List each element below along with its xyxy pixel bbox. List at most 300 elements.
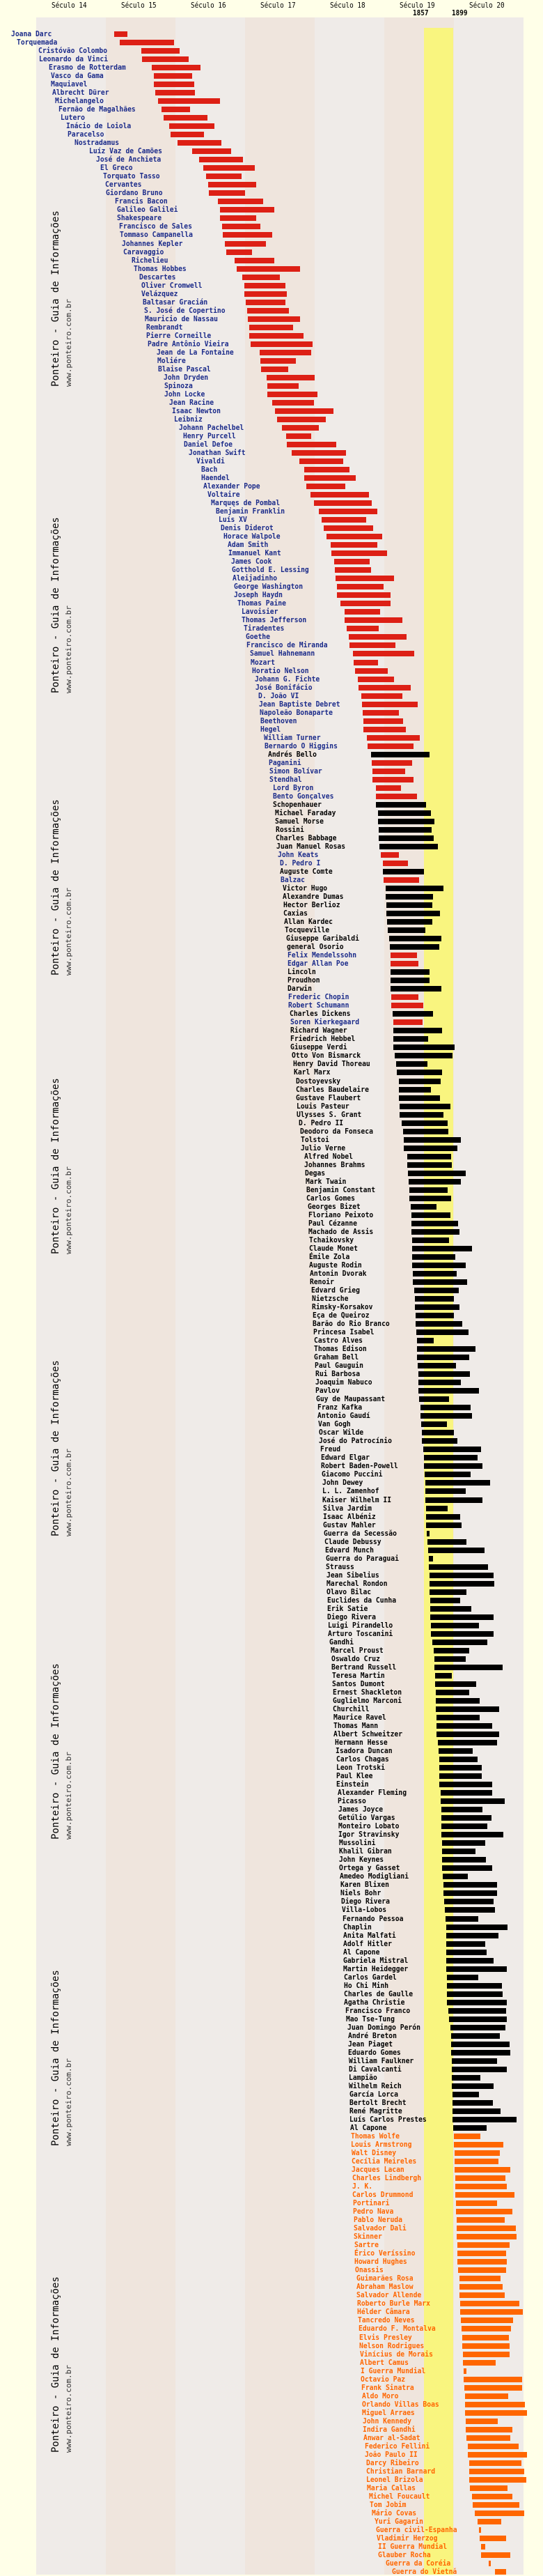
- person-label: Teresa Martin: [332, 1670, 385, 1680]
- person-label: Portinari: [353, 2198, 390, 2208]
- person-label: Francis Bacon: [115, 196, 168, 206]
- lifespan-bar: [372, 760, 412, 766]
- person-label: Francisco Franco: [345, 2005, 411, 2015]
- lifespan-bar: [371, 752, 430, 757]
- lifespan-bar: [412, 1263, 466, 1268]
- lifespan-bar: [361, 693, 402, 699]
- lifespan-bar: [422, 1430, 454, 1435]
- lifespan-bar: [407, 1154, 451, 1159]
- watermark-title: Ponteiro - Guia de Informações: [50, 2276, 61, 2453]
- lifespan-bar: [436, 1723, 492, 1729]
- watermark-title: Ponteiro - Guia de Informações: [50, 1663, 61, 1840]
- person-label: D. Pedro II: [299, 1118, 344, 1127]
- person-label: Darwin: [288, 984, 312, 994]
- lifespan-bar: [455, 2167, 510, 2173]
- lifespan-bar: [495, 2569, 506, 2575]
- lifespan-bar: [469, 2469, 524, 2474]
- lifespan-bar: [169, 123, 214, 129]
- person-label: Thomas Hobbes: [134, 263, 187, 273]
- person-label: Maria Callas: [367, 2483, 416, 2492]
- lifespan-bar: [432, 1640, 487, 1645]
- lifespan-bar: [470, 2485, 507, 2491]
- lifespan-bar: [412, 1254, 455, 1260]
- person-label: Charles Lindbergh: [352, 2173, 422, 2183]
- lifespan-bar: [413, 1279, 467, 1285]
- person-label: Hélder Câmara: [357, 2307, 410, 2317]
- lifespan-bar: [368, 743, 414, 749]
- lifespan-bar: [446, 1933, 498, 1938]
- lifespan-bar: [458, 2267, 506, 2273]
- lifespan-bar: [226, 249, 252, 255]
- person-label: Joana Darc: [11, 29, 52, 38]
- person-label: Marechal Rondon: [326, 1578, 388, 1588]
- person-label: Voltaire: [207, 490, 240, 500]
- lifespan-bar: [242, 275, 280, 280]
- lifespan-bar: [429, 1564, 488, 1570]
- lifespan-bar: [208, 182, 256, 187]
- lifespan-bar: [393, 1019, 423, 1025]
- lifespan-bar: [439, 1782, 492, 1787]
- person-label: Tchaikovsky: [309, 1235, 354, 1244]
- lifespan-bar: [430, 1606, 471, 1612]
- person-label: Nietzsche: [312, 1294, 349, 1304]
- lifespan-bar: [389, 936, 441, 941]
- lifespan-bar: [438, 1740, 497, 1745]
- lifespan-bar: [399, 1079, 441, 1084]
- century-tick-label: Século 20: [469, 1, 505, 10]
- lifespan-bar: [209, 190, 245, 196]
- person-label: Khalil Gibran: [339, 1846, 392, 1856]
- person-label: Juan Domingo Perón: [347, 2022, 420, 2032]
- lifespan-bar: [425, 1488, 466, 1494]
- person-label: Otto Von Bismarck: [292, 1051, 361, 1061]
- lifespan-bar: [429, 1556, 433, 1561]
- person-label: Horace Walpole: [223, 532, 281, 541]
- lifespan-bar: [434, 1648, 469, 1653]
- watermark-text: [50, 517, 73, 693]
- person-label: Robert Baden-Powell: [321, 1461, 398, 1471]
- person-label: Orlando Villas Boas: [362, 2399, 439, 2409]
- lifespan-bar: [379, 844, 438, 849]
- lifespan-bar: [396, 1061, 427, 1067]
- lifespan-bar: [443, 1882, 497, 1888]
- lifespan-bar: [409, 1196, 451, 1201]
- lifespan-bar: [362, 702, 418, 707]
- person-label: Guy de Maupassant: [316, 1394, 386, 1404]
- lifespan-bar: [164, 115, 207, 121]
- lifespan-bar: [441, 1807, 482, 1812]
- lifespan-bar: [306, 484, 345, 489]
- person-label: Oswaldo Cruz: [331, 1653, 380, 1663]
- century-tick-label: Século 18: [330, 1, 365, 10]
- lifespan-bar: [446, 1916, 478, 1922]
- person-label: Leibniz: [174, 414, 203, 424]
- person-label: Edgar Allan Poe: [288, 959, 349, 969]
- lifespan-bar: [393, 1011, 433, 1017]
- watermark-text: [50, 1970, 73, 2146]
- lifespan-bar: [425, 1497, 482, 1503]
- lifespan-bar: [267, 392, 317, 397]
- person-label: Deodoro da Fonseca: [300, 1126, 373, 1136]
- person-label: Martin Heidegger: [343, 1964, 409, 1973]
- lifespan-bar: [427, 1539, 466, 1545]
- person-label: Eça de Queiroz: [313, 1311, 370, 1320]
- lifespan-bar: [442, 1849, 475, 1854]
- person-label: John Kennedy: [363, 2416, 411, 2425]
- lifespan-bar: [363, 710, 399, 716]
- lifespan-bar: [424, 1463, 482, 1469]
- lifespan-bar: [430, 1614, 494, 1620]
- person-label: Tocqueville: [285, 925, 330, 935]
- lifespan-bar: [400, 1104, 450, 1109]
- watermark-url: www.ponteiro.com.br: [64, 1166, 73, 1254]
- lifespan-bar: [442, 1857, 486, 1862]
- person-label: Gustave Flaubert: [296, 1093, 361, 1102]
- person-label: Jean Sibelius: [326, 1570, 379, 1580]
- person-label: Fernando Pessoa: [343, 1913, 404, 1923]
- lifespan-bar: [441, 1798, 505, 1804]
- watermark-text: [50, 2276, 73, 2453]
- person-label: Mao Tse-Tung: [346, 2014, 395, 2023]
- person-label: John Dryden: [164, 372, 209, 382]
- lifespan-bar: [454, 2134, 480, 2139]
- person-label: Tiradentes: [244, 624, 285, 633]
- watermark-title: Ponteiro - Guia de Informações: [50, 799, 61, 975]
- person-label: Carlos Chagas: [336, 1754, 389, 1764]
- person-label: Pedro Nava: [353, 2207, 394, 2216]
- person-label: Jean Baptiste Debret: [259, 699, 340, 709]
- lifespan-bar: [314, 500, 372, 506]
- lifespan-bar: [480, 2536, 506, 2541]
- person-label: Isadora Duncan: [336, 1746, 393, 1756]
- lifespan-bar: [439, 1748, 473, 1754]
- person-label: Tolstoi: [301, 1134, 329, 1144]
- person-label: Caxias: [283, 909, 308, 918]
- person-label: Johann G. Fichte: [255, 674, 320, 684]
- person-label: Denis Diderot: [221, 523, 274, 533]
- lifespan-bar: [475, 2511, 524, 2516]
- lifespan-bar: [310, 492, 369, 498]
- person-label: Pavlov: [315, 1386, 340, 1396]
- lifespan-bar: [415, 1296, 454, 1302]
- lifespan-bar: [456, 2209, 512, 2214]
- person-label: Roberto Burle Marx: [357, 2299, 430, 2308]
- person-label: Churchill: [333, 1704, 370, 1713]
- person-label: Vasco da Gama: [51, 71, 104, 81]
- watermark-text: [50, 1360, 73, 1536]
- person-label: Luigi Pirandello: [328, 1620, 393, 1630]
- lifespan-bar: [114, 31, 127, 37]
- century-tick-label: Século 14: [52, 1, 87, 10]
- person-label: Haendel: [201, 473, 230, 483]
- person-label: Jonathan Swift: [189, 448, 246, 457]
- person-label: Albrecht Dürer: [52, 88, 109, 98]
- lifespan-bar: [154, 73, 192, 79]
- lifespan-bar: [462, 2326, 511, 2331]
- lifespan-bar: [446, 1925, 507, 1930]
- person-label: Vivaldi: [196, 456, 225, 466]
- lifespan-bar: [460, 2301, 519, 2306]
- person-label: Benjamin Constant: [306, 1185, 376, 1194]
- person-label: Alexandre Dumas: [283, 892, 344, 902]
- lifespan-bar: [199, 157, 243, 162]
- watermark-url: www.ponteiro.com.br: [64, 606, 73, 693]
- century-tick-label: Século 15: [121, 1, 157, 10]
- lifespan-bar: [459, 2292, 505, 2298]
- lifespan-bar: [466, 2435, 510, 2441]
- watermark-text: [50, 210, 73, 387]
- lifespan-bar: [376, 802, 426, 808]
- person-label: Alexander Pope: [203, 481, 260, 491]
- lifespan-bar: [436, 1706, 499, 1712]
- person-label: Johann Pachelbel: [179, 422, 244, 432]
- person-label: Diego Rivera: [341, 1897, 390, 1906]
- person-label: Mark Twain: [306, 1176, 347, 1186]
- watermark-text: [50, 1663, 73, 1840]
- person-label: Octavio Paz: [361, 2374, 406, 2384]
- lifespan-bar: [473, 2502, 519, 2508]
- lifespan-bar: [412, 1237, 449, 1243]
- person-label: Jean Racine: [169, 397, 214, 407]
- lifespan-bar: [452, 2117, 517, 2122]
- person-label: Nostradamus: [74, 138, 120, 148]
- person-label: Christian Barnard: [366, 2466, 436, 2476]
- lifespan-bar: [454, 2142, 503, 2147]
- lifespan-bar: [393, 1028, 442, 1033]
- person-label: Charles Baudelaire: [296, 1084, 369, 1094]
- lifespan-bar: [141, 48, 180, 54]
- person-label: Al Capone: [343, 1947, 380, 1957]
- lifespan-bar: [452, 2100, 493, 2106]
- lifespan-bar: [446, 1958, 494, 1964]
- person-label: Mussolini: [339, 1838, 376, 1848]
- person-label: Julio Verne: [301, 1143, 346, 1152]
- lifespan-bar: [425, 1472, 471, 1477]
- person-label: Bertolt Brecht: [349, 2097, 407, 2107]
- lifespan-bar: [203, 165, 255, 171]
- person-label: Antonio Gaudí: [317, 1411, 370, 1421]
- person-label: Michael Faraday: [275, 808, 336, 817]
- person-label: John Locke: [164, 389, 205, 399]
- lifespan-bar: [465, 2410, 527, 2416]
- person-label: Strauss: [326, 1561, 354, 1571]
- person-label: Thomas Mann: [333, 1721, 379, 1731]
- lifespan-bar: [426, 1522, 462, 1528]
- person-label: Henry David Thoreau: [293, 1059, 370, 1069]
- person-label: Andrés Bello: [268, 749, 317, 759]
- watermark-url: www.ponteiro.com.br: [64, 1449, 73, 1536]
- lifespan-bar: [248, 316, 300, 322]
- lifespan-bar: [363, 727, 406, 732]
- lifespan-bar: [441, 1815, 491, 1821]
- lifespan-bar: [465, 2402, 525, 2407]
- lifespan-bar: [439, 1773, 482, 1779]
- person-label: Wilhelm Reich: [349, 2081, 402, 2090]
- person-label: Bertrand Russell: [331, 1662, 397, 1672]
- person-label: Samuel Hahnemann: [250, 649, 315, 658]
- person-label: Gabriela Mistral: [343, 1955, 409, 1965]
- person-label: Karen Blixen: [340, 1880, 389, 1890]
- lifespan-bar: [286, 433, 311, 439]
- lifespan-bar: [452, 2092, 479, 2097]
- lifespan-bar: [267, 375, 315, 380]
- lifespan-bar: [430, 1598, 460, 1603]
- person-label: Benjamin Franklin: [216, 507, 285, 516]
- lifespan-bar: [249, 333, 304, 339]
- person-label: Indira Gandhi: [363, 2424, 416, 2434]
- lifespan-bar: [457, 2217, 505, 2223]
- lifespan-bar: [435, 1673, 452, 1679]
- band-start-label: 1857: [413, 8, 429, 17]
- watermark-url: www.ponteiro.com.br: [64, 888, 73, 975]
- person-label: Victor Hugo: [283, 884, 328, 893]
- lifespan-bar: [220, 215, 256, 221]
- lifespan-bar: [386, 911, 440, 916]
- lifespan-bar: [418, 1388, 479, 1394]
- lifespan-bar: [430, 1581, 494, 1587]
- person-label: Adolf Hitler: [343, 1938, 392, 1948]
- lifespan-bar: [260, 350, 311, 355]
- person-label: Barăo do Rio Branco: [313, 1319, 390, 1329]
- watermark-url: www.ponteiro.com.br: [64, 2365, 73, 2453]
- person-label: Charles Babbage: [276, 833, 337, 842]
- lifespan-bar: [446, 1941, 485, 1947]
- person-label: Cervantes: [105, 180, 142, 190]
- lifespan-bar: [388, 927, 425, 933]
- lifespan-bar: [384, 877, 419, 883]
- person-label: Castro Alves: [314, 1336, 363, 1345]
- person-label: Thomas Edison: [314, 1344, 367, 1354]
- lifespan-bar: [409, 1187, 448, 1193]
- lifespan-bar: [452, 2108, 501, 2114]
- person-label: Aldo Moro: [362, 2391, 399, 2400]
- person-label: Monteiro Lobato: [338, 1821, 400, 1831]
- lifespan-bar: [464, 2368, 466, 2374]
- lifespan-bar: [393, 1044, 455, 1050]
- lifespan-bar: [391, 961, 418, 966]
- person-label: Sartre: [354, 2240, 379, 2250]
- watermark-title: Ponteiro - Guia de Informações: [50, 210, 61, 387]
- person-label: Francisco de Miranda: [246, 640, 328, 650]
- person-label: Machado de Assis: [308, 1226, 374, 1236]
- lifespan-bar: [372, 777, 414, 782]
- lifespan-bar: [393, 1036, 428, 1042]
- person-label: Rembrandt: [146, 322, 183, 332]
- person-label: Napoleão Bonaparte: [260, 707, 333, 717]
- lifespan-bar: [272, 400, 314, 406]
- lifespan-bar: [404, 1146, 457, 1151]
- lifespan-bar: [459, 2276, 501, 2281]
- person-label: Walt Disney: [352, 2148, 397, 2158]
- person-label: Rui Barbosa: [315, 1369, 361, 1379]
- watermark-title: Ponteiro - Guia de Informações: [50, 1078, 61, 1254]
- person-label: John Keats: [278, 849, 319, 859]
- person-label: Picasso: [338, 1796, 366, 1806]
- lifespan-bar: [457, 2259, 507, 2265]
- person-label: Salvador Dali: [354, 2223, 407, 2233]
- lifespan-bar: [466, 2427, 512, 2432]
- person-label: Thomas Wolfe: [351, 2131, 400, 2141]
- lifespan-bar: [261, 367, 288, 372]
- person-label: Descartes: [139, 272, 176, 281]
- person-label: Renoir: [310, 1277, 334, 1286]
- lifespan-bar: [416, 1313, 454, 1318]
- century-stripe: [106, 17, 175, 2575]
- lifespan-bar: [451, 2042, 510, 2047]
- person-label: Johannes Brahms: [304, 1159, 365, 1169]
- person-label: Vladimir Herzog: [377, 2533, 438, 2543]
- lifespan-bar: [439, 1757, 478, 1762]
- lifespan-bar: [292, 450, 346, 456]
- lifespan-bar: [275, 408, 333, 414]
- person-label: Johannes Kepler: [122, 238, 183, 248]
- watermark-text: [50, 1078, 73, 1254]
- person-label: Jacques Lacan: [352, 2165, 404, 2175]
- person-label: Frank Sinatra: [361, 2382, 414, 2392]
- person-label: Franz Kafka: [317, 1403, 363, 1412]
- person-label: II Guerra Mundial: [378, 2542, 448, 2551]
- person-label: Villa-Lobos: [342, 1905, 387, 1915]
- person-label: Robert Schumann: [288, 1001, 349, 1010]
- lifespan-bar: [443, 1874, 468, 1879]
- lifespan-bar: [404, 1137, 461, 1143]
- person-label: Giacomo Puccini: [322, 1470, 383, 1479]
- lifespan-bar: [379, 835, 434, 841]
- lifespan-bar: [452, 2083, 494, 2089]
- lifespan-bar: [391, 994, 418, 1000]
- person-label: Guerra da Secessăo: [324, 1528, 397, 1538]
- person-label: Salvador Allende: [356, 2290, 422, 2300]
- lifespan-bar: [422, 1438, 457, 1444]
- lifespan-bar: [417, 1338, 434, 1343]
- person-label: Baltasar Gracián: [143, 297, 208, 307]
- lifespan-bar: [436, 1698, 480, 1704]
- lifespan-bar: [468, 2452, 527, 2458]
- lifespan-bar: [386, 894, 433, 900]
- lifespan-bar: [446, 1966, 507, 1972]
- lifespan-bar: [420, 1413, 472, 1419]
- lifespan-bar: [427, 1531, 430, 1536]
- person-label: Frederic Chopin: [288, 992, 349, 1002]
- lifespan-bar: [415, 1304, 459, 1310]
- person-label: Albert Camus: [360, 2357, 409, 2367]
- person-label: Aleijadinho: [233, 573, 278, 583]
- lifespan-bar: [391, 952, 417, 958]
- lifespan-bar: [367, 735, 420, 741]
- lifespan-bar: [412, 1246, 472, 1251]
- person-label: Arturo Toscanini: [328, 1628, 393, 1638]
- lifespan-bar: [399, 1087, 431, 1093]
- person-label: Federico Fellini: [365, 2441, 430, 2451]
- band-end-label: 1899: [452, 8, 468, 17]
- lifespan-bar: [463, 2360, 496, 2366]
- lifespan-bar: [335, 567, 371, 573]
- lifespan-bar: [331, 550, 387, 556]
- person-label: William Faulkner: [349, 2056, 414, 2065]
- lifespan-bar: [354, 660, 378, 665]
- person-label: Edvard Munch: [325, 1545, 374, 1555]
- lifespan-bar: [411, 1204, 436, 1210]
- person-label: Fernão de Magalhães: [58, 105, 136, 114]
- lifespan-bar: [363, 718, 403, 724]
- lifespan-bar: [414, 1288, 459, 1293]
- lifespan-bar: [464, 2377, 522, 2382]
- lifespan-bar: [383, 861, 408, 866]
- lifespan-bar: [411, 1221, 458, 1226]
- person-label: Olavo Bilac: [326, 1587, 372, 1596]
- lifespan-bar: [340, 601, 391, 606]
- person-label: Giordano Bruno: [106, 188, 163, 198]
